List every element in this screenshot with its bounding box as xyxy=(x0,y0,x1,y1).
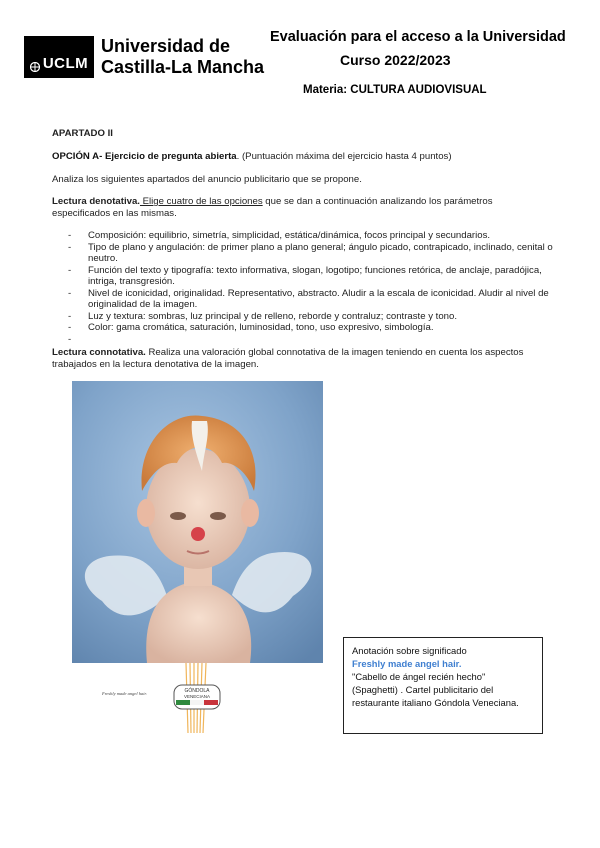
denotative-rest: que se dan a continuación analizando los parámetros especificados en las mismas. xyxy=(52,196,493,219)
university-line-1: Universidad de xyxy=(101,36,231,56)
university-name xyxy=(101,36,264,78)
parameter-list xyxy=(52,230,570,345)
logo-text: UCLM xyxy=(42,55,89,72)
connotative-title: Lectura connotativa. xyxy=(52,347,146,358)
list-item: - Color: gama cromática, saturación, luminosidad, tono, uso expresivo, simbología. xyxy=(68,322,434,333)
annotation-line-3: restaurante italiano Góndola Veneciana. xyxy=(352,697,519,708)
annotation-english: Freshly made angel hair. xyxy=(352,658,462,669)
option-title: OPCIÓN A- Ejercicio de pregunta abierta xyxy=(52,151,237,162)
connotative-reading xyxy=(52,347,552,371)
instruction-text: Analiza los siguientes apartados del anuncio publicitario que se propone. xyxy=(52,174,362,185)
university-line-2: Castilla-La Mancha xyxy=(101,57,265,77)
poster-brand-1: GÓNDOLA xyxy=(184,688,210,694)
uclm-mark-icon xyxy=(30,59,40,69)
option-score: . (Puntuación máxima del ejercicio hasta 4 puntos) xyxy=(236,151,452,162)
poster-brand-2: VENECIANA xyxy=(183,694,211,699)
exam-title: Evaluación para el acceso a la Universidad xyxy=(270,29,566,45)
denotative-choose: Elige cuatro de las opciones xyxy=(139,196,263,207)
list-item: - Función del texto y tipografía: texto informativa, slogan, logotipo; funciones retórica, de anclaje, paradójica, intriga, transgresión. xyxy=(68,264,542,287)
exam-course: Curso 2022/2023 xyxy=(340,52,451,68)
exam-subject: Materia: CULTURA AUDIOVISUAL xyxy=(303,84,487,96)
list-item: - Composición: equilibrio, simetría, simplicidad, estática/dinámica, focos principal y secundarios. xyxy=(68,230,491,241)
denotative-reading xyxy=(52,196,552,220)
list-item: - Tipo de plano y angulación: de primer plano a plano general; ángulo picado, contrapicado, inclinado, cenital o neutro. xyxy=(68,241,553,264)
denotative-title: Lectura denotativa. xyxy=(52,196,140,207)
ad-poster-footer xyxy=(72,663,323,739)
list-item: - xyxy=(68,333,72,345)
annotation-heading: Anotación sobre significado xyxy=(352,645,467,656)
list-item: - Nivel de iconicidad, originalidad. Representativo, abstracto. Aludir a la escala de iconicidad. Aludir al nivel de originalidad de la imagen. xyxy=(68,287,549,310)
connotative-rest: Realiza una valoración global connotativa de la imagen teniendo en cuenta los aspectos trabajados en la lectura denotativa de la imagen. xyxy=(52,347,524,370)
list-item: - Luz y textura: sombras, luz principal y de relleno, reborde y contraluz; contraste y tono. xyxy=(68,310,458,322)
annotation-box xyxy=(343,637,543,734)
poster-tagline: Freshly made angel hair. xyxy=(102,691,147,696)
option-statement xyxy=(52,151,552,163)
ad-poster-image xyxy=(72,381,323,663)
uclm-logo xyxy=(24,36,94,78)
annotation-line-2: (Spaghetti) . Cartel publicitario del xyxy=(352,684,494,695)
section-heading: APARTADO II xyxy=(52,128,113,139)
annotation-line-1: "Cabello de ángel recién hecho" xyxy=(352,671,486,682)
